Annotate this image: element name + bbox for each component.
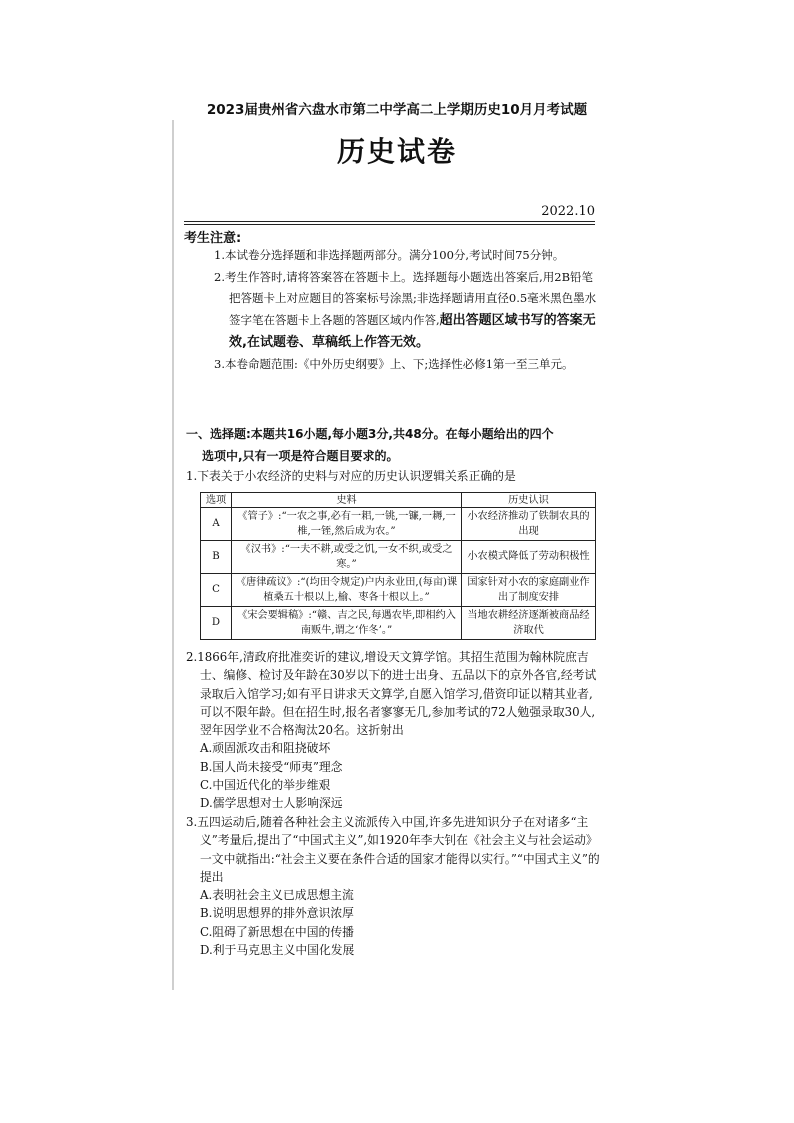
table-cell-source: 《宋会要辑稿》:“赣、吉之民,每遇农毕,即相约入南贩牛,谓之‘作冬’。” [232, 607, 462, 640]
section-heading-line-2: 选项中,只有一项是符合题目要求的。 [202, 448, 399, 463]
notice-item-2-emphasis: 超出答题区域书写的答案无效,在试题卷、草稿纸上作答无效。 [229, 313, 596, 350]
question-3-option-d: D.利于马克思主义中国化发展 [200, 943, 355, 958]
table-cell-source: 《唐律疏议》:“(均田令规定)户内永业田,(每亩)课植桑五十根以上,榆、枣各十根以上。” [232, 574, 462, 607]
question-1 [186, 467, 600, 485]
question-2-option-d: D.儒学思想对士人影响深远 [200, 796, 343, 811]
table-cell-view: 小农经济推动了铁制农具的出现 [462, 508, 596, 541]
table-cell-option: A [201, 508, 232, 541]
section-heading [186, 424, 598, 467]
header-divider [184, 221, 595, 222]
table-header-view: 历史认识 [462, 493, 596, 508]
table-row [201, 541, 596, 574]
notice-item-2-text: 2.考生作答时,请将答案答在答题卡上。选择题每小题选出答案后,用2B铅笔把答题卡上对应题目的答案标号涂黑;非选择题请用直径0.5毫米黑色墨水签字笔在答题卡上各题的答题区域内作答, [214, 269, 597, 328]
notice-list [214, 245, 600, 375]
section-heading-line-1: 一、选择题:本题共16小题,每小题3分,共48分。在每小题给出的四个 [186, 427, 554, 441]
question-3-stem: 3.五四运动后,随着各种社会主义流派传入中国,许多先进知识分子在对诸多“主义”考量后,提出了“中国式主义”,如1920年李大钊在《社会主义与社会运动》一文中就指出:“社会主义要在条件合适的国家才能得以实行。”“中国式主义”的提出 [186, 815, 600, 884]
table-cell-option: D [201, 607, 232, 640]
header-divider-thick [184, 224, 595, 225]
page-title: 历史试卷 [336, 135, 457, 168]
table-cell-source: 《管子》:“一农之事,必有一耜,一铫,一镰,一耨,一椎,一铚,然后成为农。” [232, 508, 462, 541]
exam-source-title: 2023届贵州省六盘水市第二中学高二上学期历史10月月考试题 [206, 102, 588, 118]
notice-item-1: 1.本试卷分选择题和非选择题两部分。满分100分,考试时间75分钟。 [214, 248, 565, 262]
question-1-stem: 1.下表关于小农经济的史料与对应的历史认识逻辑关系正确的是 [186, 469, 516, 483]
table-header-source: 史料 [232, 493, 462, 508]
question-2-option-b: B.国人尚未接受“师夷”理念 [200, 759, 343, 774]
table-header-row [201, 493, 596, 508]
question-1-table [200, 492, 596, 640]
table-header-option: 选项 [201, 493, 232, 508]
notice-item-2 [214, 267, 600, 354]
table-row [201, 574, 596, 607]
question-3-option-c: C.阻碍了新思想在中国的传播 [200, 924, 354, 939]
question-3 [186, 813, 600, 959]
table-cell-source: 《汉书》:“一夫不耕,或受之饥,一女不织,或受之寒。” [232, 541, 462, 574]
table-row [201, 607, 596, 640]
table-cell-view: 小农模式降低了劳动积极性 [462, 541, 596, 574]
table-cell-view: 国家针对小农的家庭副业作出了制度安排 [462, 574, 596, 607]
question-3-option-b: B.说明思想界的排外意识浓厚 [200, 906, 354, 921]
question-2-option-c: C.中国近代化的举步维艰 [200, 778, 331, 793]
question-3-option-a: A.表明社会主义已成思想主流 [200, 888, 354, 903]
exam-date: 2022.10 [541, 204, 595, 219]
table-cell-option: C [201, 574, 232, 607]
notice-heading: 考生注意: [184, 231, 242, 246]
table-row [201, 508, 596, 541]
table-cell-option: B [201, 541, 232, 574]
question-2 [186, 648, 600, 813]
question-2-stem: 2.1866年,清政府批准奕䜣的建议,增设天文算学馆。其招生范围为翰林院庶吉士、编修、检讨及年龄在30岁以下的进士出身、五品以下的京外各官,经考试录取后入馆学习;如有平日讲求天文算学,自愿入馆学习,借资印证以精其业者,可以不限年龄。但在招生时,报名者寥寥无几,参加考试的72人勉强录取30人,翌年因学业不合格淘汰20名。这折射出 [186, 650, 597, 738]
question-2-option-a: A.顽固派攻击和阻挠破坏 [200, 741, 331, 756]
notice-item-3: 3.本卷命题范围:《中外历史纲要》上、下;选择性必修1第一至三单元。 [214, 356, 574, 371]
left-margin-rule [172, 120, 174, 990]
table-cell-view: 当地农耕经济逐渐被商品经济取代 [462, 607, 596, 640]
